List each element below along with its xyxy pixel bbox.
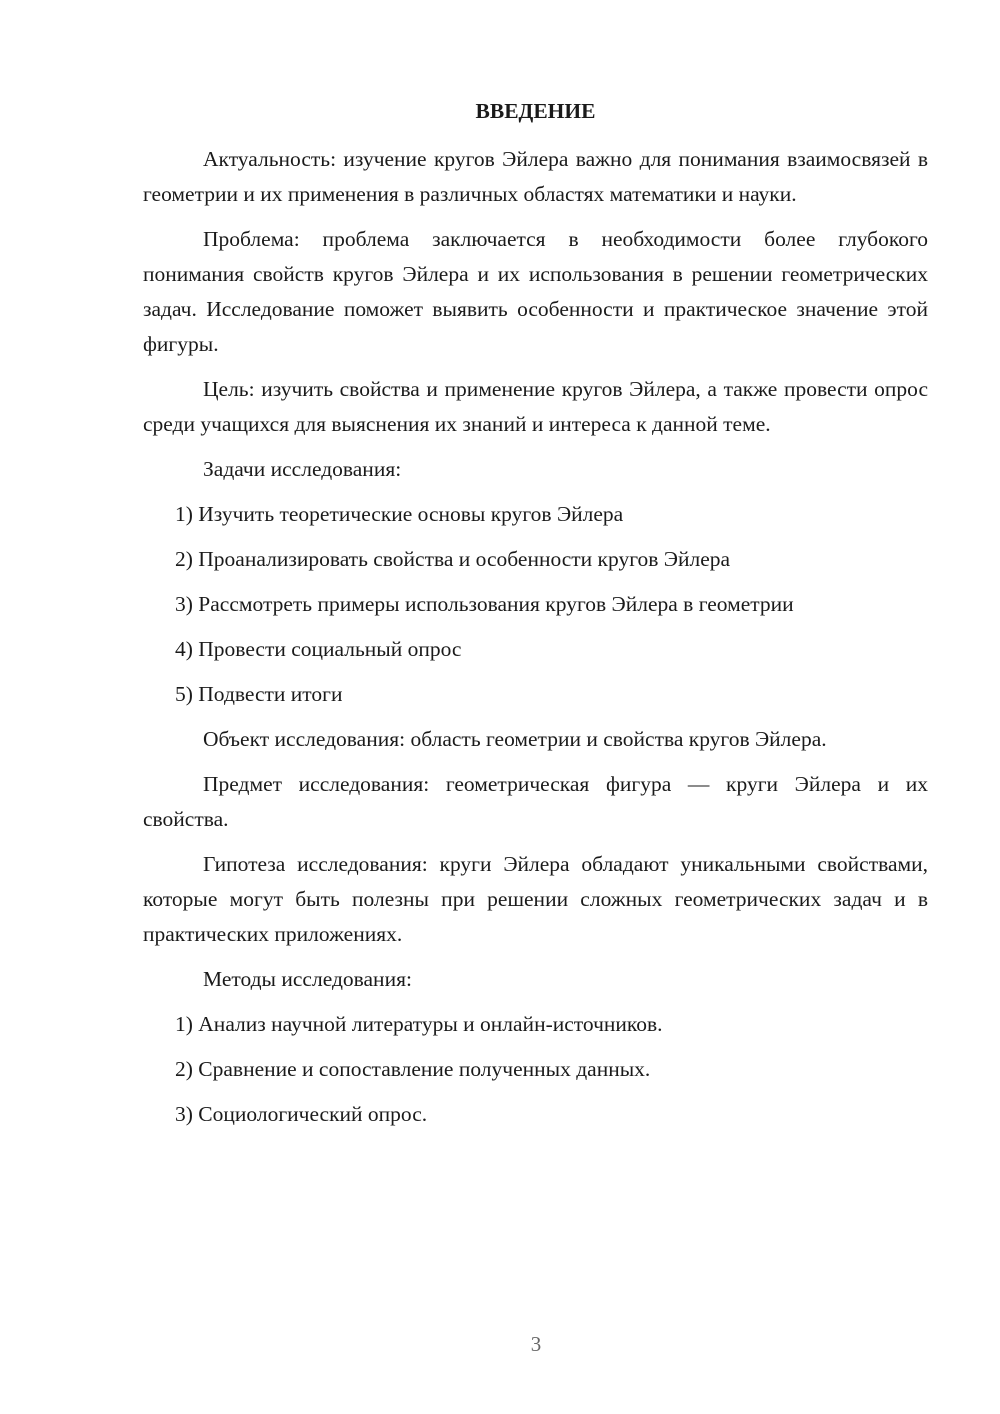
object-paragraph: Объект исследования: область геометрии и свойства кругов Эйлера. bbox=[203, 727, 827, 751]
tasks-title: Задачи исследования: bbox=[203, 457, 402, 481]
method-item: 2) Сравнение и сопоставление полученных данных. bbox=[175, 1057, 651, 1081]
relevance-paragraph: Актуальность: изучение кругов Эйлера важно для понимания взаимосвязей в геометрии и их применения в различных областях математики и науки. bbox=[143, 147, 928, 206]
section-heading: ВВЕДЕНИЕ bbox=[475, 99, 596, 123]
method-item: 3) Социологический опрос. bbox=[175, 1102, 428, 1126]
goal-paragraph: Цель: изучить свойства и применение кругов Эйлера, а также провести опрос среди учащихся для выяснения их знаний и интереса к данной теме. bbox=[143, 377, 928, 436]
task-item: 1) Изучить теоретические основы кругов Эйлера bbox=[175, 502, 624, 526]
task-item: 5) Подвести итоги bbox=[175, 682, 343, 706]
problem-paragraph: Проблема: проблема заключается в необходимости более глубокого понимания свойств кругов Эйлера и их использования в решении геометрических задач. Исследование поможет выявить особенности и практическое значение этой фигуры. bbox=[143, 227, 928, 356]
page-content bbox=[143, 94, 928, 1142]
methods-title: Методы исследования: bbox=[203, 967, 412, 991]
subject-paragraph: Предмет исследования: геометрическая фигура — круги Эйлера и их свойства. bbox=[143, 772, 928, 831]
task-item: 2) Проанализировать свойства и особенности кругов Эйлера bbox=[175, 547, 731, 571]
task-item: 4) Провести социальный опрос bbox=[175, 637, 462, 661]
hypothesis-paragraph: Гипотеза исследования: круги Эйлера обладают уникальными свойствами, которые могут быть полезны при решении сложных геометрических задач и в практических приложениях. bbox=[143, 852, 928, 946]
method-item: 1) Анализ научной литературы и онлайн-источников. bbox=[175, 1012, 663, 1036]
page-number: 3 bbox=[530, 1332, 542, 1356]
task-item: 3) Рассмотреть примеры использования кругов Эйлера в геометрии bbox=[175, 592, 794, 616]
